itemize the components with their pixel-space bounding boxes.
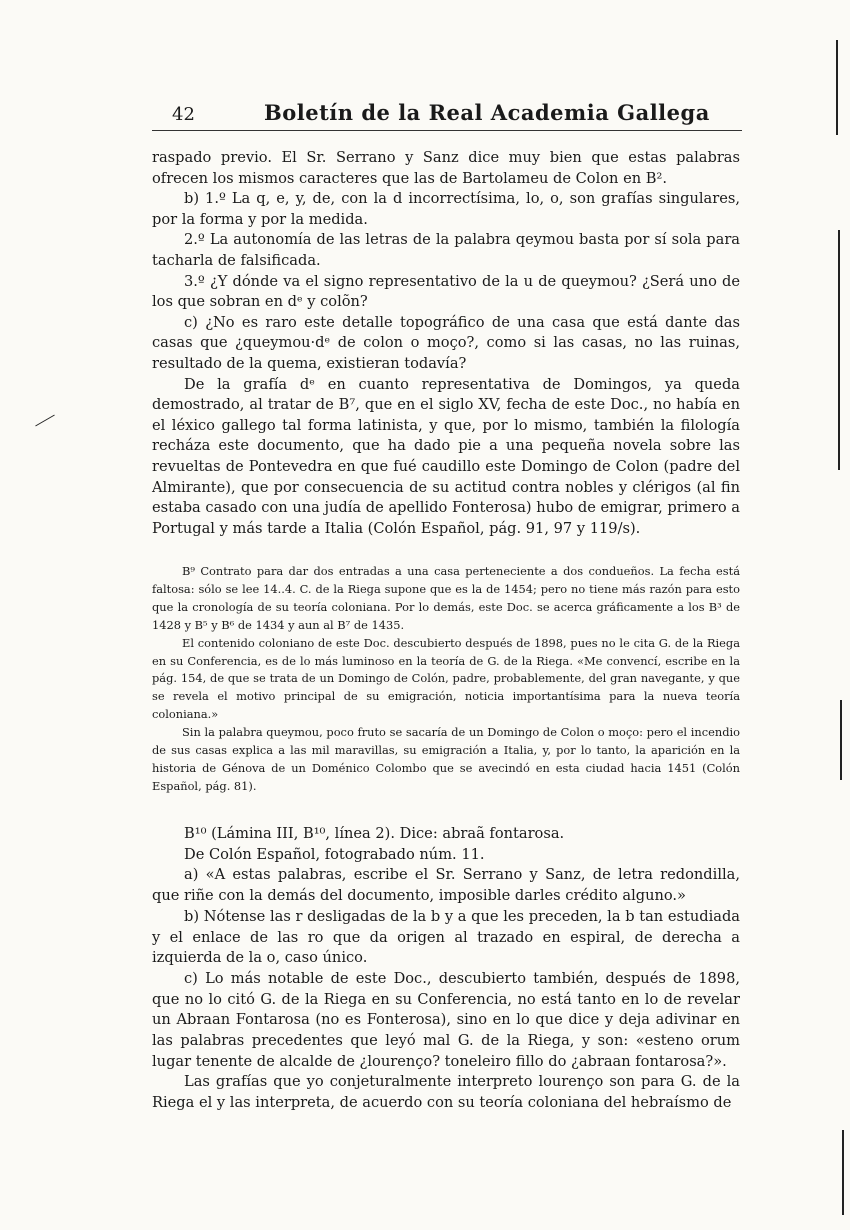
paragraph: a) «A estas palabras, escribe el Sr. Serrano y Sanz, de letra redondilla, que riñe con la demás del documento, imposible darles crédito alguno.»	[152, 866, 740, 905]
paragraph: B¹⁰ (Lámina III, B¹⁰, línea 2). Dice: abraã fontarosa.	[184, 825, 565, 842]
margin-stroke	[838, 230, 840, 470]
paragraph: b) 1.º La q, e, y, de, con la d incorrectísima, lo, o, son grafías singulares, por la forma y por la medida.	[152, 190, 740, 228]
margin-tick	[35, 415, 55, 427]
margin-stroke	[840, 700, 842, 780]
page-number: 42	[172, 104, 195, 125]
margin-stroke	[836, 40, 838, 135]
paragraph: raspado previo. El Sr. Serrano y Sanz dice muy bien que estas palabras ofrecen los mismos caracteres que las de Bartolameu de Colon en B².	[152, 149, 740, 187]
footnote: B⁹ Contrato para dar dos entradas a una casa perteneciente a dos condueños. La fecha está faltosa: sólo se lee 14..4. C. de la Riega supone que es la de 1454; pero no tiene más razón para esto que la cronología de su teoría coloniana. Por lo demás, este Doc. se acerca gráficamente a los B³ de 1428 y B⁵ y B⁶ de 1434 y aun al B⁷ de 1435.	[152, 564, 740, 632]
paragraph: Las grafías que yo conjeturalmente interpreto lourenço son para G. de la Riega el y las interpreta, de acuerdo con su teoría coloniana del hebraísmo de	[152, 1073, 740, 1112]
footnotes	[152, 563, 740, 796]
paragraph: b) Nótense las r desligadas de la b y a que les preceden, la b tan estudiada y el enlace de las ro que da origen al trazado en espiral, de derecha a izquierda de la o, caso único.	[152, 907, 740, 967]
footnote: Sin la palabra queymou, poco fruto se sacaría de un Domingo de Colon o moço: pero el incendio de sus casas explica a las mil maravillas, su emigración a Italia, y, por lo tanto, la aparición en la historia de Génova de un Doménico Colombo que se avecindó en esta ciudad hacia 1451 (Colón Español, pág. 81).	[152, 725, 740, 793]
paragraph: 2.º La autonomía de las letras de la palabra qeymou basta por sí sola para tacharla de falsificada.	[152, 231, 740, 269]
paragraph: De Colón Español, fotograbado núm. 11.	[184, 845, 485, 863]
paragraph: c) Lo más notable de este Doc., descubierto también, después de 1898, que no lo citó G. de la Riega en su Conferencia, no está tanto en lo de revelar un Abraan Fontarosa (no es Fonterosa), sino en lo que dice y deja adivinar en las palabras precedentes que leyó mal G. de la Riega, y son: «esteno orum lugar tenente de alcalde de ¿lourenço? toneleiro fillo do ¿abraan fontarosa?».	[152, 969, 740, 1070]
body-text	[152, 148, 740, 539]
running-header	[152, 100, 742, 131]
footnote: El contenido coloniano de este Doc. descubierto después de 1898, pues no le cita G. de la Riega en su Conferencia, es de lo más luminoso en la teoría de G. de la Riega. «Me convencí, escribe en la pág. 154, de que se trata de un Domingo de Colón, padre, probablemente, del gran navegante, y que se revela el motivo principal de su emigración, noticia importantísima para la nueva teoría coloniana.»	[152, 635, 740, 722]
paragraph: De la grafía dᵉ en cuanto representativa de Domingos, ya queda demostrado, al tratar de B⁷, que en el siglo XV, fecha de este Doc., no había en el léxico gallego tal forma latinista, y que, por lo mismo, también la filología recházа este documento, que ha dado pie a una pequeña novela sobre las revueltas de Pontevedra en que fué caudillo este Domingo de Colon (padre del Almirante), que por consecuencia de su actitud contra nobles y clérigos (al fin estaba casado con una judía de apellido Fonterosa) hubo de emigrar, primero a Portugal y más tarde a Italia (Colón Español, pág. 91, 97 y 119/s).	[152, 375, 740, 537]
section-b10	[152, 824, 740, 1114]
paragraph: 3.º ¿Y dónde va el signo representativo de la u de queymou? ¿Será uno de los que sobran en dᵉ y colõn?	[152, 272, 740, 311]
running-title: Boletín de la Real Academia Gallega	[264, 100, 710, 125]
margin-stroke	[842, 1130, 844, 1215]
paragraph: c) ¿No es raro este detalle topográfico de una casa que está dante das casas que ¿queymou·dᵉ de colon o moço?, como si las casas, no las ruinas, resultado de la quema, existieran todavía?	[152, 313, 740, 372]
